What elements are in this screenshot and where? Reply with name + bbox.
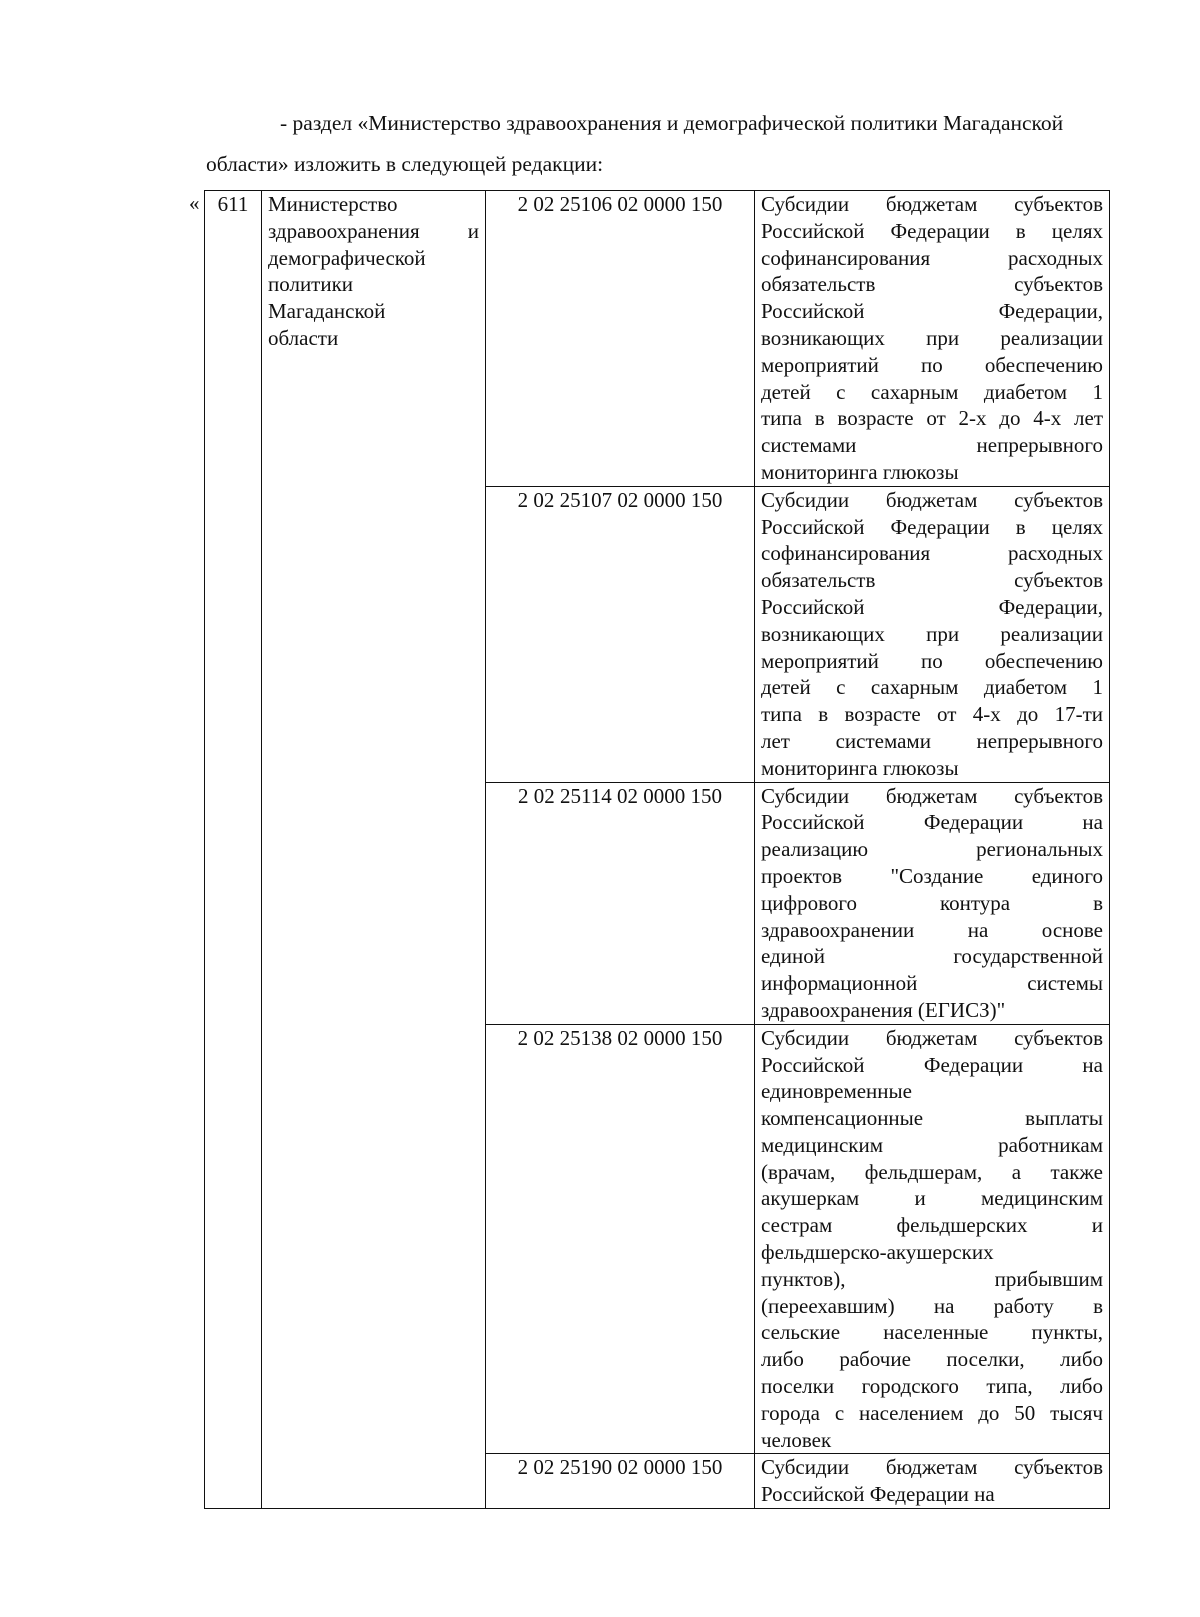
description-line: Субсидии бюджетам субъектов bbox=[761, 783, 1103, 808]
budget-code: 2 02 25114 02 0000 150 bbox=[518, 783, 722, 808]
description-line: типа в возрасте от 2-х до 4-х лет bbox=[761, 406, 1103, 431]
description-line: проектов "Создание единого bbox=[761, 863, 1103, 888]
description-line: типа в возрасте от 4-х до 17-ти bbox=[761, 702, 1103, 727]
description-line: Российской Федерации, bbox=[761, 594, 1103, 619]
description-line: детей с сахарным диабетом 1 bbox=[761, 379, 1103, 404]
budget-code: 2 02 25106 02 0000 150 bbox=[517, 192, 723, 216]
description-line: сельские населенные пункты, bbox=[761, 1320, 1103, 1345]
description-line: мониторинга глюкозы bbox=[761, 459, 959, 484]
description-line: сестрам фельдшерских и bbox=[761, 1213, 1103, 1238]
revenue-codes-table bbox=[204, 190, 1110, 1509]
description-line: информационной системы bbox=[761, 971, 1103, 996]
description-cell bbox=[755, 782, 1110, 1024]
description-line: лет системами непрерывного bbox=[761, 728, 1103, 753]
description-line: реализацию региональных bbox=[761, 837, 1103, 862]
budget-code-cell bbox=[486, 1454, 755, 1509]
description-line: здравоохранения (ЕГИСЗ)" bbox=[761, 997, 1006, 1022]
description-line: Российской Федерации на bbox=[761, 1052, 1103, 1077]
org-line: здравоохранения и bbox=[268, 218, 479, 243]
description-line: акушеркам и медицинским bbox=[761, 1186, 1103, 1211]
org-line: Министерство bbox=[268, 192, 398, 216]
budget-code-cell bbox=[486, 782, 755, 1024]
admin-code-cell bbox=[205, 191, 262, 1509]
opening-quote-mark: « bbox=[189, 191, 200, 215]
description-line: медицинским работникам bbox=[761, 1132, 1103, 1157]
description-line: мониторинга глюкозы bbox=[761, 755, 959, 780]
description-line: (переехавшим) на работу в bbox=[761, 1293, 1103, 1318]
description-line: либо рабочие поселки, либо bbox=[761, 1347, 1103, 1372]
intro-line-2: области» изложить в следующей редакции: bbox=[206, 152, 604, 176]
budget-code-cell bbox=[486, 191, 755, 487]
budget-code: 2 02 25190 02 0000 150 bbox=[517, 1455, 723, 1480]
description-line: Субсидии бюджетам субъектов bbox=[761, 1455, 1103, 1480]
description-line: мероприятий по обеспечению bbox=[761, 352, 1103, 377]
description-cell bbox=[755, 1024, 1110, 1454]
description-line: софинансирования расходных bbox=[761, 245, 1103, 270]
description-line: возникающих при реализации bbox=[761, 325, 1103, 350]
description-line: Субсидии бюджетам субъектов bbox=[761, 487, 1103, 512]
description-line: детей с сахарным диабетом 1 bbox=[761, 675, 1103, 700]
description-line: Российской Федерации на bbox=[761, 1482, 995, 1507]
description-line: поселки городского типа, либо bbox=[761, 1374, 1103, 1399]
description-line: мероприятий по обеспечению bbox=[761, 648, 1103, 673]
org-line: области bbox=[268, 325, 339, 350]
description-line: человек bbox=[761, 1427, 832, 1452]
org-line: демографической bbox=[268, 245, 426, 270]
description-line: цифрового контура в bbox=[761, 890, 1103, 915]
description-line: единой государственной bbox=[761, 944, 1103, 969]
description-line: компенсационные выплаты bbox=[761, 1106, 1103, 1131]
description-line: Российской Федерации в целях bbox=[761, 514, 1103, 539]
description-line: Российской Федерации на bbox=[761, 810, 1103, 835]
description-line: (врачам, фельдшерам, а также bbox=[761, 1159, 1103, 1184]
description-line: Субсидии бюджетам субъектов bbox=[761, 192, 1103, 216]
description-line: города с населением до 50 тысяч bbox=[761, 1400, 1103, 1425]
description-line: возникающих при реализации bbox=[761, 621, 1103, 646]
budget-code: 2 02 25138 02 0000 150 bbox=[517, 1025, 723, 1050]
description-line: пунктов), прибывшим bbox=[761, 1266, 1103, 1291]
budget-code-cell bbox=[486, 486, 755, 782]
table-row bbox=[205, 191, 1110, 487]
description-line: Российской Федерации в целях bbox=[761, 218, 1103, 243]
description-line: здравоохранении на основе bbox=[761, 917, 1103, 942]
description-line: обязательств субъектов bbox=[761, 272, 1103, 297]
admin-code: 611 bbox=[217, 192, 249, 216]
budget-code-cell bbox=[486, 1024, 755, 1454]
description-line: Российской Федерации, bbox=[761, 299, 1103, 324]
administrator-name-cell bbox=[262, 191, 486, 1509]
intro-line-1: - раздел «Министерство здравоохранения и демографической политики Магаданской bbox=[280, 111, 1064, 135]
description-line: Субсидии бюджетам субъектов bbox=[761, 1025, 1103, 1050]
description-line: единовременные bbox=[761, 1079, 912, 1104]
description-cell bbox=[755, 1454, 1110, 1509]
description-cell bbox=[755, 486, 1110, 782]
description-line: обязательств субъектов bbox=[761, 568, 1103, 593]
description-cell bbox=[755, 191, 1110, 487]
budget-code: 2 02 25107 02 0000 150 bbox=[517, 487, 723, 512]
description-line: фельдшерско-акушерских bbox=[761, 1240, 994, 1265]
org-line: политики bbox=[268, 272, 354, 297]
description-line: системами непрерывного bbox=[761, 433, 1103, 458]
org-line: Магаданской bbox=[268, 299, 386, 324]
description-line: софинансирования расходных bbox=[761, 541, 1103, 566]
